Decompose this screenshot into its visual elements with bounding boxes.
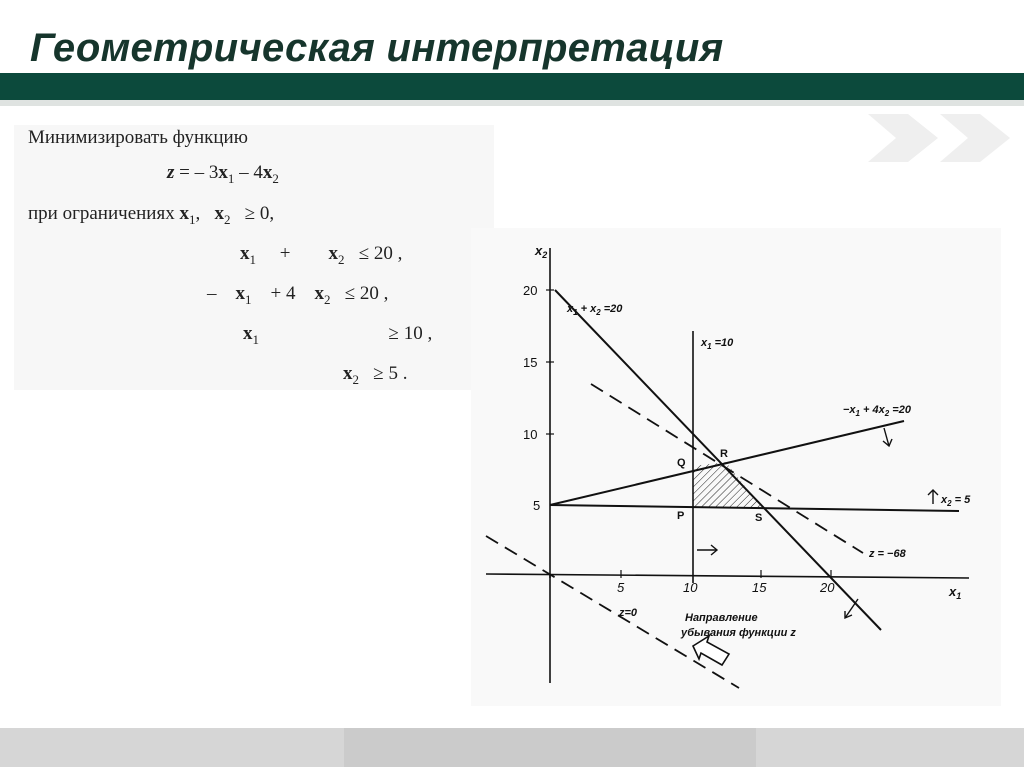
x-tick-label-10: 10 [683,580,698,595]
nonnegativity-constraint: при ограничениях $x_1$, $x_2$ ≥ 0, [28,203,275,227]
label-z-eq-0: z=0 [619,607,638,619]
label-neg-x1-plus-4x2-eq-20: $-x_1 + 4x_2 =20$ [843,404,911,418]
annotation-line-1: Направление [685,612,758,624]
y-tick-label-20: 20 [523,283,538,298]
axis-label-x1: $x_1$ [949,584,962,601]
point-label-r: R [720,448,728,460]
x-tick-label-5: 5 [617,580,625,595]
chevron-decoration-icon [868,112,1018,164]
y-tick-label-5: 5 [533,498,541,513]
constraint-4: $x_2$ ≥ 5 . [343,363,408,387]
arrow-neg-x1-plus-4x2 [883,428,892,446]
graph-panel [471,228,1001,706]
label-x1-plus-x2-eq-20: $x_1 + x_2 =20$ [567,303,623,317]
footer-bar-segment [344,728,756,767]
title-band-shadow [0,100,1024,106]
x-tick-label-20: 20 [820,580,835,595]
x1-axis [486,574,969,578]
point-label-q: Q [677,457,686,469]
feasible-region-plot [471,228,1001,706]
label-x1-eq-10: $x_1 =10$ [701,337,734,351]
y-tick-label-10: 10 [523,427,538,442]
problem-statement [14,125,494,390]
arrow-x2-ge-5 [928,490,938,504]
point-label-p: P [677,510,685,522]
point-label-s: S [755,512,763,524]
constraint-3: $x_1 \ge 10$ , [243,323,433,347]
label-z-eq-minus-68: z = −68 [869,548,906,560]
arrow-x1-ge-10 [697,545,717,555]
annotation-line-2: убывания функции z [681,627,796,639]
x-tick-label-15: 15 [752,580,767,595]
constraint-1: $x_1$ + $x_2$ ≤ 20 , [240,243,403,267]
y-tick-label-15: 15 [523,355,538,370]
label-x2-eq-5: $x_2 = 5$ [941,494,971,508]
objective-function: z = – $3x_1 - 4x_2$ [167,162,279,186]
title-band [0,73,1024,100]
slide-title: Геометрическая интерпретация [30,26,724,70]
line-z-eq-minus-68 [591,384,863,553]
constraint-2: – $x_1$ + 4 $x_2$ ≤ 20 , [207,283,389,307]
axis-label-x2: $x_2$ [535,243,548,260]
arrow-x1-plus-x2 [845,599,858,618]
decrease-direction-arrow [693,636,729,665]
problem-heading: Минимизировать функцию [28,127,248,148]
